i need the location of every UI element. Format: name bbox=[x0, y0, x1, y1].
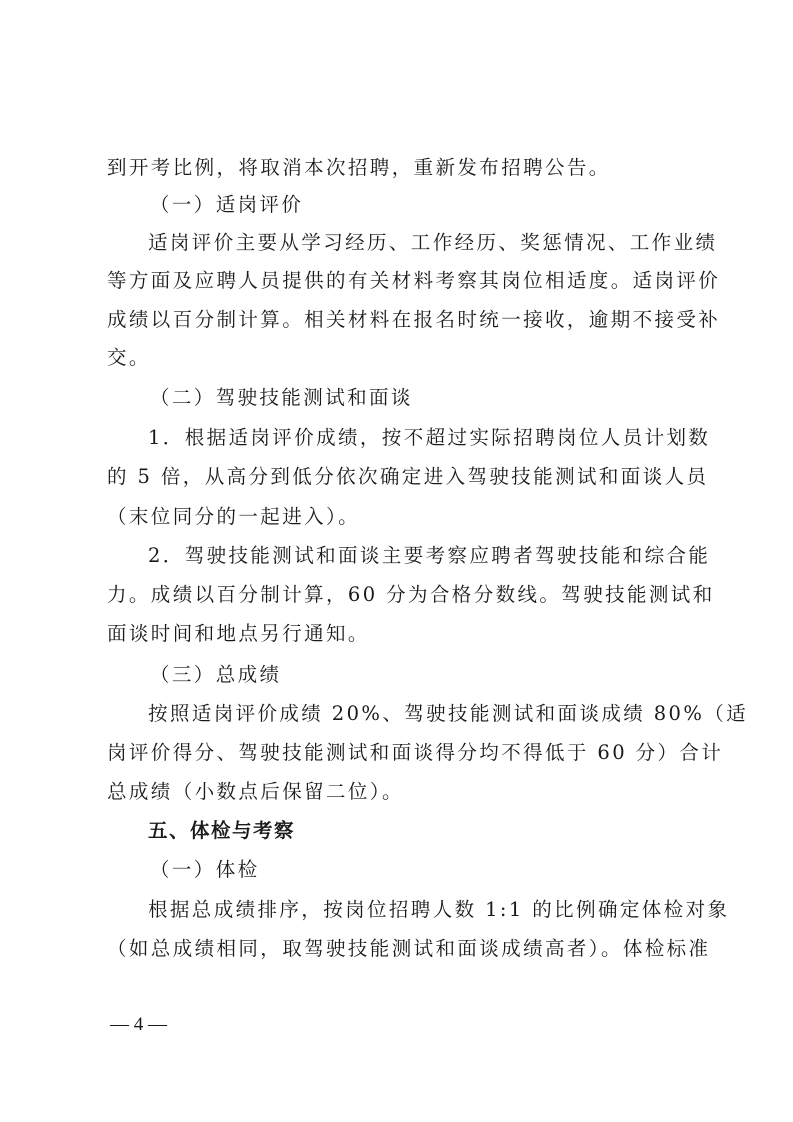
text-line: 成绩以百分制计算。相关材料在报名时统一接收，逾期不接受补 bbox=[107, 308, 721, 331]
text-line: 岗评价得分、驾驶技能测试和面谈得分均不得低于 60 分）合计 bbox=[107, 741, 724, 764]
text-line: 1．根据适岗评价成绩，按不超过实际招聘岗位人员计划数 bbox=[148, 426, 711, 449]
text-line: （末位同分的一起进入）。 bbox=[107, 505, 361, 528]
text-line: 的 5 倍，从高分到低分依次确定进入驾驶技能测试和面谈人员 bbox=[107, 465, 709, 488]
text-line: 适岗评价主要从学习经历、工作经历、奖惩情况、工作业绩 bbox=[148, 231, 718, 254]
subheading: （二）驾驶技能测试和面谈 bbox=[150, 386, 413, 409]
text-line: 按照适岗评价成绩 20%、驾驶技能测试和面谈成绩 80%（适 bbox=[148, 702, 749, 725]
text-line: 力。成绩以百分制计算，60 分为合格分数线。驾驶技能测试和 bbox=[107, 583, 715, 606]
text-line: 面谈时间和地点另行通知。 bbox=[107, 622, 370, 645]
subheading: （一）体检 bbox=[150, 858, 260, 881]
page-number: — 4 — bbox=[110, 1014, 167, 1035]
text-line: 等方面及应聘人员提供的有关材料考察其岗位相适度。适岗评价 bbox=[107, 269, 721, 292]
text-line: 交。 bbox=[107, 346, 151, 369]
text-line: （如总成绩相同，取驾驶技能测试和面谈成绩高者）。体检标准 bbox=[107, 937, 711, 960]
subheading: （三）总成绩 bbox=[150, 663, 282, 686]
subheading: （一）适岗评价 bbox=[150, 193, 304, 216]
text-line: 总成绩（小数点后保留二位）。 bbox=[107, 780, 404, 803]
text-line: 根据总成绩排序，按岗位招聘人数 1:1 的比例确定体检对象 bbox=[148, 898, 730, 921]
text-line: 到开考比例，将取消本次招聘，重新发布招聘公告。 bbox=[107, 156, 611, 179]
section-heading: 五、体检与考察 bbox=[148, 819, 296, 842]
text-line: 2．驾驶技能测试和面谈主要考察应聘者驾驶技能和综合能 bbox=[148, 544, 711, 567]
